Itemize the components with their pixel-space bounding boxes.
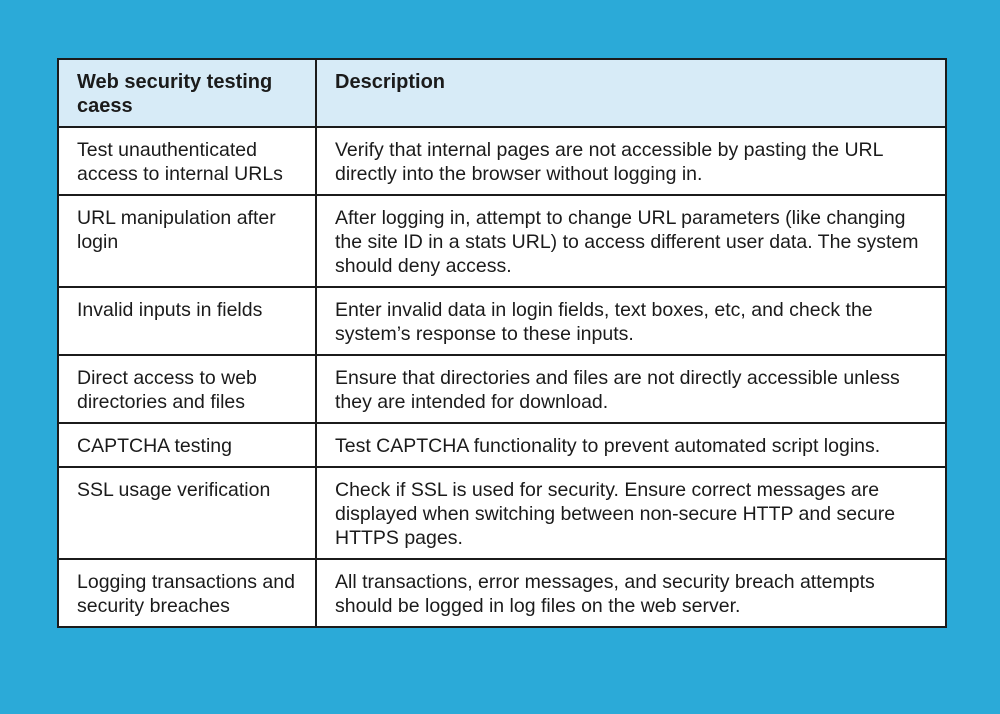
security-testing-table bbox=[57, 58, 947, 628]
table-row bbox=[58, 287, 946, 355]
description-cell: Enter invalid data in login fields, text boxes, etc, and check the system’s response to these inputs. bbox=[316, 287, 946, 355]
case-cell: SSL usage verification bbox=[58, 467, 316, 559]
table-row bbox=[58, 355, 946, 423]
table-row bbox=[58, 423, 946, 467]
case-cell: CAPTCHA testing bbox=[58, 423, 316, 467]
description-cell: After logging in, attempt to change URL parameters (like changing the site ID in a stats URL) to access different user data. The system should deny access. bbox=[316, 195, 946, 287]
header-row bbox=[58, 59, 946, 127]
case-cell: Logging transactions and security breaches bbox=[58, 559, 316, 627]
table-row bbox=[58, 127, 946, 195]
case-cell: Invalid inputs in fields bbox=[58, 287, 316, 355]
column-header-description: Description bbox=[316, 59, 946, 127]
description-cell: Verify that internal pages are not accessible by pasting the URL directly into the browser without logging in. bbox=[316, 127, 946, 195]
case-cell: Direct access to web directories and files bbox=[58, 355, 316, 423]
description-cell: Check if SSL is used for security. Ensure correct messages are displayed when switching between non-secure HTTP and secure HTTPS pages. bbox=[316, 467, 946, 559]
case-cell: URL manipulation after login bbox=[58, 195, 316, 287]
description-cell: Test CAPTCHA functionality to prevent automated script logins. bbox=[316, 423, 946, 467]
description-cell: Ensure that directories and files are not directly accessible unless they are intended for download. bbox=[316, 355, 946, 423]
security-testing-table-container bbox=[57, 58, 945, 628]
table-row bbox=[58, 467, 946, 559]
column-header-case: Web security testing caess bbox=[58, 59, 316, 127]
case-cell: Test unauthenticated access to internal URLs bbox=[58, 127, 316, 195]
table-row bbox=[58, 195, 946, 287]
description-cell: All transactions, error messages, and security breach attempts should be logged in log files on the web server. bbox=[316, 559, 946, 627]
table-row bbox=[58, 559, 946, 627]
